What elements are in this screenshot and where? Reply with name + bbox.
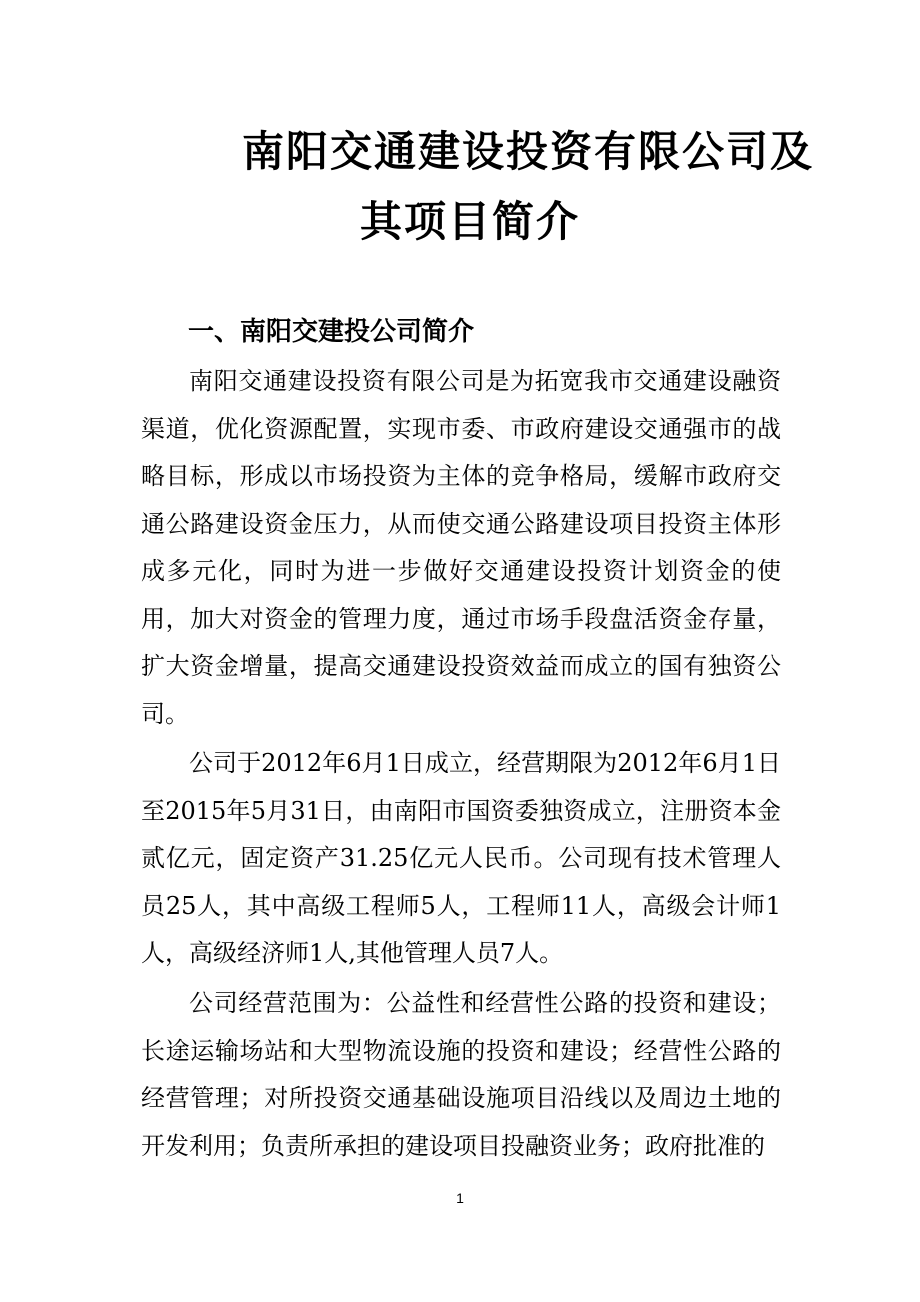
paragraph-company-intro: 南阳交通建设投资有限公司是为拓宽我市交通建设融资渠道，优化资源配置，实现市委、市政府建设交通强市的战略目标，形成以市场投资为主体的竞争格局，缓解市政府交通公路建设资金压力，从而使交通公路建设项目投资主体形成多元化，同时为进一步做好交通建设投资计划资金的使用，加大对资金的管理力度，通过市场手段盘活资金存量，扩大资金增量，提高交通建设投资效益而成立的国有独资公司。	[141, 367, 781, 728]
document-title-line-2: 其项目简介	[360, 197, 581, 246]
paragraph-business-scope: 公司经营范围为：公益性和经营性公路的投资和建设；长途运输场站和大型物流设施的投资和建设；经营性公路的经营管理；对所投资交通基础设施项目沿线以及周边土地的开发利用；负责所承担的建设项目投融资业务；政府批准的	[141, 989, 781, 1160]
document-title-line-1: 南阳交通建设投资有限公司及	[242, 127, 815, 176]
section-heading: 一、南阳交建投公司简介	[188, 317, 475, 347]
page-number: 1	[456, 1190, 464, 1206]
paragraph-company-facts: 公司于2012年6月1日成立，经营期限为2012年6月1日至2015年5月31日，由南阳市国资委独资成立，注册资本金贰亿元，固定资产31.25亿元人民币。公司现有技术管理人员25人，其中高级工程师5人，工程师11人，高级会计师1人，高级经济师1人,其他管理人员7人。	[141, 749, 781, 967]
